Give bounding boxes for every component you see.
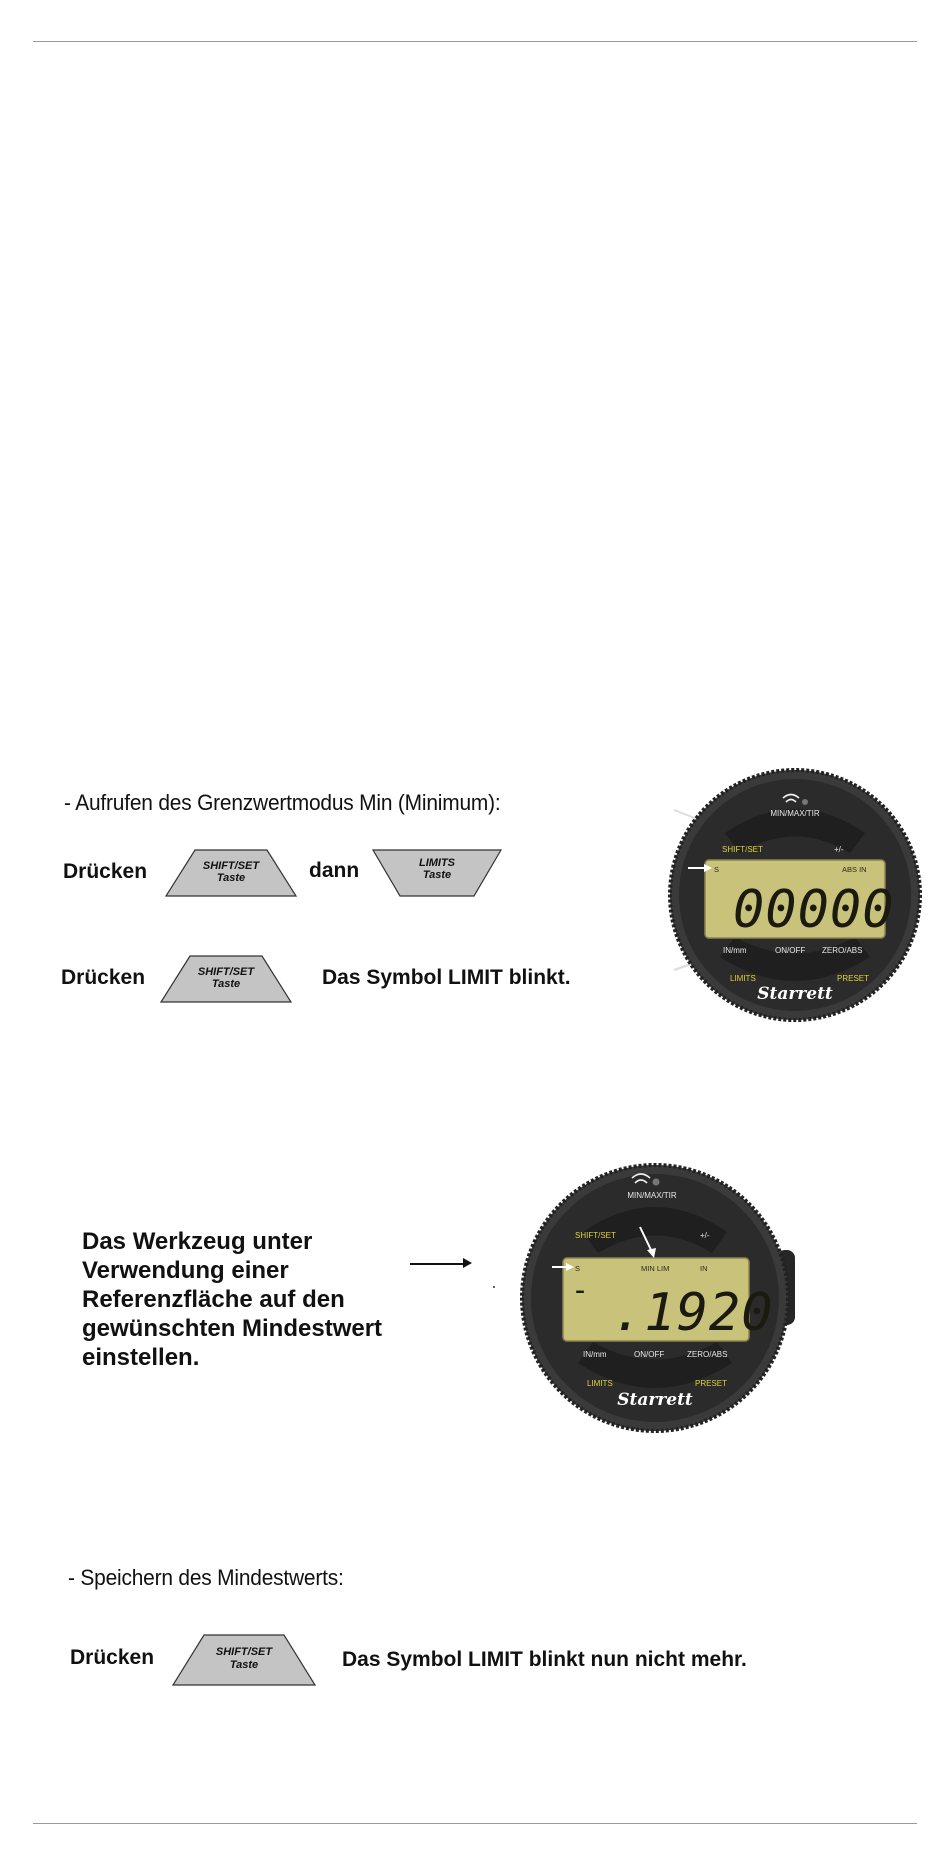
shift-set-key [165, 849, 297, 897]
section3-heading: - Speichern des Mindestwerts: [68, 1565, 344, 1590]
limits-label: LIMITS [730, 974, 756, 983]
press-label: Drücken [70, 1646, 155, 1669]
lcd-value: 00000 [733, 880, 895, 940]
key-line1: SHIFT/SET [202, 860, 260, 872]
lcd-min-lim: MIN LIM [641, 1264, 670, 1273]
on-off-label: ON/OFF [634, 1350, 665, 1359]
stray-mark [493, 1286, 495, 1288]
in-mm-label: IN/mm [583, 1350, 607, 1359]
digital-indicator-gauge [515, 1160, 795, 1435]
brand-logo: Starrett [757, 984, 833, 1004]
press-label: Drücken [61, 966, 146, 989]
zero-abs-label: ZERO/ABS [822, 946, 863, 955]
shift-set-key [172, 1634, 316, 1686]
shift-set-label: SHIFT/SET [722, 845, 763, 854]
instruction-paragraph: Das Werkzeug unter Verwendung einer Referenzfläche auf den gewünschten Mindestwert einstellen. [82, 1228, 383, 1371]
lcd-value: .1920 [612, 1283, 774, 1343]
plus-minus-label: +/- [700, 1231, 710, 1240]
lcd-sign: - [571, 1273, 591, 1308]
key-line2: Taste [216, 872, 246, 884]
limit-blinks-text: Das Symbol LIMIT blinkt. [322, 966, 571, 989]
limits-label: LIMITS [587, 1379, 613, 1388]
plus-minus-label: +/- [834, 845, 844, 854]
lcd-unit: IN [700, 1264, 708, 1273]
brand-logo: Starrett [617, 1390, 693, 1410]
limit-stops-blinking-text: Das Symbol LIMIT blinkt nun nicht mehr. [342, 1648, 747, 1671]
lcd-mode: ABS IN [842, 865, 867, 874]
section1-heading: - Aufrufen des Grenzwertmodus Min (Minimum): [64, 790, 501, 815]
top-rule [33, 41, 917, 42]
limits-key [372, 849, 502, 897]
pointer-arrow-head [463, 1258, 472, 1268]
bottom-rule [33, 1823, 917, 1824]
key-line1: LIMITS [418, 857, 456, 869]
pointer-arrow [410, 1263, 464, 1265]
in-mm-label: IN/mm [723, 946, 747, 955]
shift-set-key [160, 955, 292, 1003]
digital-indicator-gauge [660, 765, 920, 1025]
then-label: dann [309, 859, 360, 882]
preset-label: PRESET [695, 1379, 728, 1388]
lcd-s-indicator: S [575, 1264, 581, 1273]
zero-abs-label: ZERO/ABS [687, 1350, 728, 1359]
press-label: Drücken [63, 860, 148, 883]
top-label: MIN/MAX/TIR [627, 1191, 677, 1200]
key-line1: SHIFT/SET [197, 966, 255, 978]
lcd-s-indicator: S [714, 865, 720, 874]
key-line1: SHIFT/SET [215, 1646, 273, 1658]
shift-set-label: SHIFT/SET [575, 1231, 616, 1240]
top-label: MIN/MAX/TIR [770, 809, 820, 818]
key-line2: Taste [422, 869, 452, 881]
preset-label: PRESET [837, 974, 870, 983]
key-line2: Taste [229, 1659, 259, 1671]
on-off-label: ON/OFF [775, 946, 806, 955]
key-line2: Taste [211, 978, 241, 990]
